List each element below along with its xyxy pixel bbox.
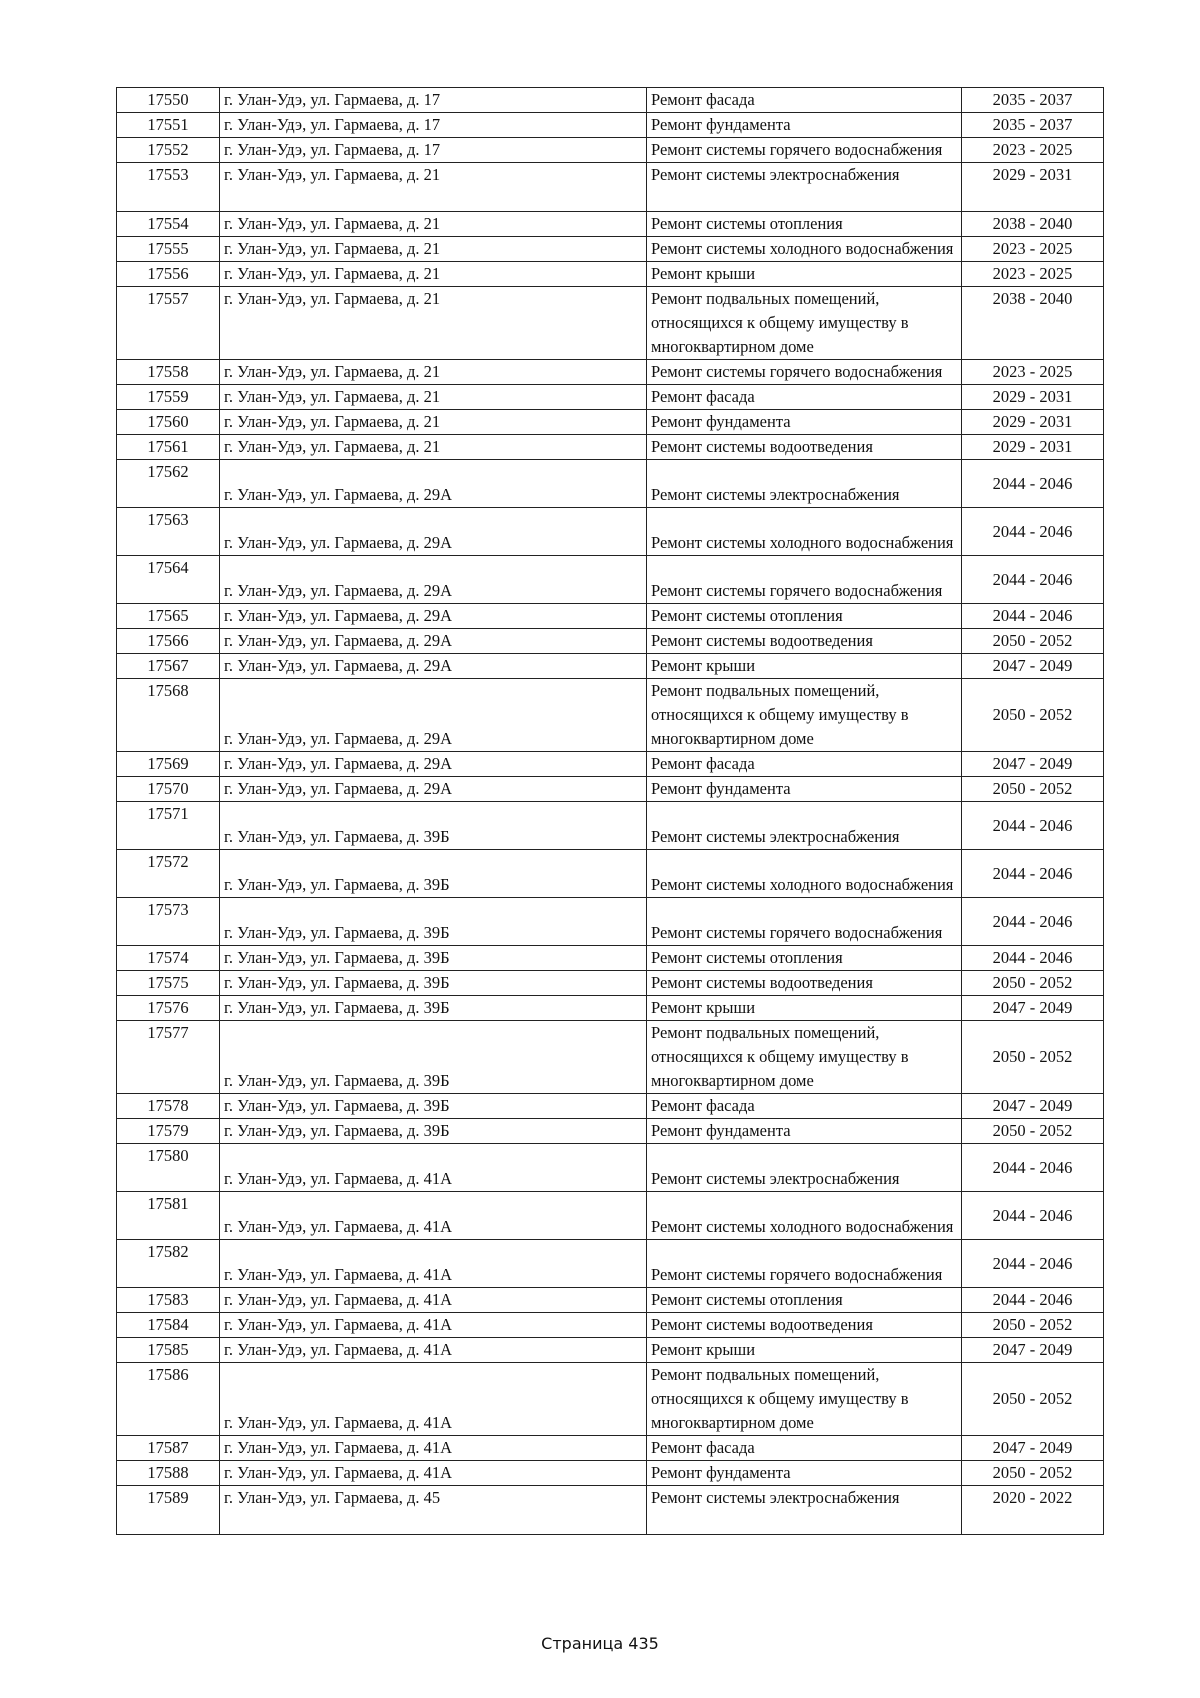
table-row	[117, 1338, 1104, 1363]
table-row	[117, 777, 1104, 802]
table-row	[117, 1144, 1104, 1192]
address-cell: г. Улан-Удэ, ул. Гармаева, д. 21	[220, 410, 647, 435]
row-number-cell: 17554	[117, 212, 220, 237]
table-row	[117, 996, 1104, 1021]
address-cell: г. Улан-Удэ, ул. Гармаева, д. 29А	[220, 777, 647, 802]
address-cell: г. Улан-Удэ, ул. Гармаева, д. 39Б	[220, 946, 647, 971]
period-cell: 2044 - 2046	[962, 946, 1104, 971]
row-number-cell: 17587	[117, 1436, 220, 1461]
row-number-cell: 17567	[117, 654, 220, 679]
work-type-cell: Ремонт системы водоотведения	[647, 629, 962, 654]
address-cell: г. Улан-Удэ, ул. Гармаева, д. 39Б	[220, 996, 647, 1021]
row-number-cell: 17582	[117, 1240, 220, 1288]
table-row	[117, 1021, 1104, 1094]
work-type-cell: Ремонт фундамента	[647, 113, 962, 138]
row-number-cell: 17578	[117, 1094, 220, 1119]
work-type-cell: Ремонт системы холодного водоснабжения	[647, 850, 962, 898]
work-type-cell: Ремонт системы отопления	[647, 1288, 962, 1313]
address-cell: г. Улан-Удэ, ул. Гармаева, д. 39Б	[220, 1021, 647, 1094]
period-cell: 2044 - 2046	[962, 604, 1104, 629]
work-type-cell: Ремонт подвальных помещений, относящихся к общему имуществу в многоквартирном доме	[647, 679, 962, 752]
row-number-cell: 17552	[117, 138, 220, 163]
address-cell: г. Улан-Удэ, ул. Гармаева, д. 41А	[220, 1436, 647, 1461]
table-row	[117, 163, 1104, 212]
address-cell: г. Улан-Удэ, ул. Гармаева, д. 21	[220, 385, 647, 410]
address-cell: г. Улан-Удэ, ул. Гармаева, д. 21	[220, 287, 647, 360]
address-cell: г. Улан-Удэ, ул. Гармаева, д. 39Б	[220, 1119, 647, 1144]
period-cell: 2047 - 2049	[962, 1436, 1104, 1461]
address-cell: г. Улан-Удэ, ул. Гармаева, д. 41А	[220, 1192, 647, 1240]
row-number-cell: 17564	[117, 556, 220, 604]
address-cell: г. Улан-Удэ, ул. Гармаева, д. 29А	[220, 679, 647, 752]
address-cell: г. Улан-Удэ, ул. Гармаева, д. 29А	[220, 508, 647, 556]
address-cell: г. Улан-Удэ, ул. Гармаева, д. 41А	[220, 1338, 647, 1363]
table-row	[117, 1119, 1104, 1144]
row-number-cell: 17573	[117, 898, 220, 946]
period-cell: 2047 - 2049	[962, 1338, 1104, 1363]
period-cell: 2044 - 2046	[962, 1240, 1104, 1288]
period-cell: 2044 - 2046	[962, 1144, 1104, 1192]
row-number-cell: 17585	[117, 1338, 220, 1363]
work-type-cell: Ремонт фасада	[647, 88, 962, 113]
row-number-cell: 17572	[117, 850, 220, 898]
row-number-cell: 17559	[117, 385, 220, 410]
row-number-cell: 17584	[117, 1313, 220, 1338]
work-type-cell: Ремонт подвальных помещений, относящихся к общему имуществу в многоквартирном доме	[647, 1363, 962, 1436]
period-cell: 2044 - 2046	[962, 508, 1104, 556]
address-cell: г. Улан-Удэ, ул. Гармаева, д. 41А	[220, 1144, 647, 1192]
work-type-cell: Ремонт фундамента	[647, 777, 962, 802]
work-type-cell: Ремонт крыши	[647, 654, 962, 679]
period-cell: 2035 - 2037	[962, 113, 1104, 138]
address-cell: г. Улан-Удэ, ул. Гармаева, д. 29А	[220, 556, 647, 604]
table-row	[117, 88, 1104, 113]
period-cell: 2050 - 2052	[962, 629, 1104, 654]
row-number-cell: 17575	[117, 971, 220, 996]
address-cell: г. Улан-Удэ, ул. Гармаева, д. 17	[220, 113, 647, 138]
address-cell: г. Улан-Удэ, ул. Гармаева, д. 41А	[220, 1461, 647, 1486]
works-table	[116, 87, 1104, 1535]
address-cell: г. Улан-Удэ, ул. Гармаева, д. 45	[220, 1486, 647, 1535]
work-type-cell: Ремонт системы холодного водоснабжения	[647, 508, 962, 556]
address-cell: г. Улан-Удэ, ул. Гармаева, д. 41А	[220, 1313, 647, 1338]
address-cell: г. Улан-Удэ, ул. Гармаева, д. 39Б	[220, 850, 647, 898]
work-type-cell: Ремонт фасада	[647, 1094, 962, 1119]
work-type-cell: Ремонт крыши	[647, 1338, 962, 1363]
address-cell: г. Улан-Удэ, ул. Гармаева, д. 29А	[220, 604, 647, 629]
table-row	[117, 752, 1104, 777]
work-type-cell: Ремонт крыши	[647, 262, 962, 287]
row-number-cell: 17571	[117, 802, 220, 850]
table-row	[117, 1192, 1104, 1240]
table-row	[117, 898, 1104, 946]
address-cell: г. Улан-Удэ, ул. Гармаева, д. 41А	[220, 1288, 647, 1313]
table-row	[117, 508, 1104, 556]
row-number-cell: 17565	[117, 604, 220, 629]
table-row	[117, 1094, 1104, 1119]
address-cell: г. Улан-Удэ, ул. Гармаева, д. 39Б	[220, 898, 647, 946]
period-cell: 2029 - 2031	[962, 385, 1104, 410]
row-number-cell: 17569	[117, 752, 220, 777]
period-cell: 2029 - 2031	[962, 410, 1104, 435]
table-row	[117, 802, 1104, 850]
table-row	[117, 1288, 1104, 1313]
work-type-cell: Ремонт системы горячего водоснабжения	[647, 1240, 962, 1288]
period-cell: 2044 - 2046	[962, 1288, 1104, 1313]
work-type-cell: Ремонт системы отопления	[647, 604, 962, 629]
address-cell: г. Улан-Удэ, ул. Гармаева, д. 39Б	[220, 802, 647, 850]
period-cell: 2044 - 2046	[962, 1192, 1104, 1240]
row-number-cell: 17568	[117, 679, 220, 752]
address-cell: г. Улан-Удэ, ул. Гармаева, д. 29А	[220, 629, 647, 654]
table-row	[117, 1436, 1104, 1461]
work-type-cell: Ремонт системы водоотведения	[647, 1313, 962, 1338]
address-cell: г. Улан-Удэ, ул. Гармаева, д. 17	[220, 138, 647, 163]
period-cell: 2047 - 2049	[962, 752, 1104, 777]
table-row	[117, 138, 1104, 163]
period-cell: 2044 - 2046	[962, 898, 1104, 946]
period-cell: 2047 - 2049	[962, 996, 1104, 1021]
row-number-cell: 17553	[117, 163, 220, 212]
table-row	[117, 113, 1104, 138]
period-cell: 2044 - 2046	[962, 802, 1104, 850]
work-type-cell: Ремонт системы электроснабжения	[647, 1486, 962, 1535]
address-cell: г. Улан-Удэ, ул. Гармаева, д. 39Б	[220, 971, 647, 996]
table-row	[117, 556, 1104, 604]
period-cell: 2023 - 2025	[962, 237, 1104, 262]
row-number-cell: 17577	[117, 1021, 220, 1094]
work-type-cell: Ремонт фасада	[647, 385, 962, 410]
row-number-cell: 17562	[117, 460, 220, 508]
period-cell: 2020 - 2022	[962, 1486, 1104, 1535]
period-cell: 2044 - 2046	[962, 556, 1104, 604]
row-number-cell: 17558	[117, 360, 220, 385]
table-row	[117, 1313, 1104, 1338]
row-number-cell: 17563	[117, 508, 220, 556]
row-number-cell: 17557	[117, 287, 220, 360]
period-cell: 2035 - 2037	[962, 88, 1104, 113]
table-row	[117, 679, 1104, 752]
work-type-cell: Ремонт системы горячего водоснабжения	[647, 360, 962, 385]
period-cell: 2029 - 2031	[962, 435, 1104, 460]
work-type-cell: Ремонт системы водоотведения	[647, 971, 962, 996]
table-body	[117, 88, 1104, 1535]
row-number-cell: 17581	[117, 1192, 220, 1240]
period-cell: 2050 - 2052	[962, 1119, 1104, 1144]
row-number-cell: 17580	[117, 1144, 220, 1192]
period-cell: 2023 - 2025	[962, 360, 1104, 385]
work-type-cell: Ремонт подвальных помещений, относящихся к общему имуществу в многоквартирном доме	[647, 287, 962, 360]
table-row	[117, 435, 1104, 460]
table-row	[117, 237, 1104, 262]
row-number-cell: 17556	[117, 262, 220, 287]
row-number-cell: 17583	[117, 1288, 220, 1313]
work-type-cell: Ремонт системы электроснабжения	[647, 460, 962, 508]
address-cell: г. Улан-Удэ, ул. Гармаева, д. 41А	[220, 1363, 647, 1436]
period-cell: 2050 - 2052	[962, 1313, 1104, 1338]
period-cell: 2050 - 2052	[962, 1021, 1104, 1094]
period-cell: 2047 - 2049	[962, 654, 1104, 679]
row-number-cell: 17588	[117, 1461, 220, 1486]
period-cell: 2050 - 2052	[962, 1363, 1104, 1436]
work-type-cell: Ремонт системы холодного водоснабжения	[647, 237, 962, 262]
address-cell: г. Улан-Удэ, ул. Гармаева, д. 29А	[220, 654, 647, 679]
table-row	[117, 1461, 1104, 1486]
table-row	[117, 385, 1104, 410]
page-number: Страница 435	[541, 1634, 659, 1653]
work-type-cell: Ремонт фундамента	[647, 1119, 962, 1144]
table-row	[117, 971, 1104, 996]
row-number-cell: 17560	[117, 410, 220, 435]
row-number-cell: 17551	[117, 113, 220, 138]
work-type-cell: Ремонт крыши	[647, 996, 962, 1021]
table-row	[117, 629, 1104, 654]
table-row	[117, 604, 1104, 629]
row-number-cell: 17561	[117, 435, 220, 460]
period-cell: 2038 - 2040	[962, 287, 1104, 360]
work-type-cell: Ремонт системы холодного водоснабжения	[647, 1192, 962, 1240]
period-cell: 2029 - 2031	[962, 163, 1104, 212]
row-number-cell: 17555	[117, 237, 220, 262]
row-number-cell: 17574	[117, 946, 220, 971]
period-cell: 2044 - 2046	[962, 460, 1104, 508]
period-cell: 2050 - 2052	[962, 971, 1104, 996]
address-cell: г. Улан-Удэ, ул. Гармаева, д. 29А	[220, 752, 647, 777]
table-row	[117, 850, 1104, 898]
table-row	[117, 410, 1104, 435]
period-cell: 2044 - 2046	[962, 850, 1104, 898]
row-number-cell: 17576	[117, 996, 220, 1021]
address-cell: г. Улан-Удэ, ул. Гармаева, д. 29А	[220, 460, 647, 508]
row-number-cell: 17550	[117, 88, 220, 113]
address-cell: г. Улан-Удэ, ул. Гармаева, д. 21	[220, 237, 647, 262]
row-number-cell: 17586	[117, 1363, 220, 1436]
address-cell: г. Улан-Удэ, ул. Гармаева, д. 17	[220, 88, 647, 113]
work-type-cell: Ремонт системы горячего водоснабжения	[647, 138, 962, 163]
table-row	[117, 1363, 1104, 1436]
work-type-cell: Ремонт системы электроснабжения	[647, 802, 962, 850]
work-type-cell: Ремонт системы отопления	[647, 946, 962, 971]
address-cell: г. Улан-Удэ, ул. Гармаева, д. 39Б	[220, 1094, 647, 1119]
work-type-cell: Ремонт подвальных помещений, относящихся к общему имуществу в многоквартирном доме	[647, 1021, 962, 1094]
work-type-cell: Ремонт системы отопления	[647, 212, 962, 237]
work-type-cell: Ремонт системы водоотведения	[647, 435, 962, 460]
work-type-cell: Ремонт системы электроснабжения	[647, 1144, 962, 1192]
period-cell: 2038 - 2040	[962, 212, 1104, 237]
period-cell: 2050 - 2052	[962, 777, 1104, 802]
period-cell: 2023 - 2025	[962, 262, 1104, 287]
table-row	[117, 1240, 1104, 1288]
work-type-cell: Ремонт системы электроснабжения	[647, 163, 962, 212]
address-cell: г. Улан-Удэ, ул. Гармаева, д. 21	[220, 212, 647, 237]
work-type-cell: Ремонт системы горячего водоснабжения	[647, 898, 962, 946]
period-cell: 2047 - 2049	[962, 1094, 1104, 1119]
address-cell: г. Улан-Удэ, ул. Гармаева, д. 21	[220, 435, 647, 460]
row-number-cell: 17570	[117, 777, 220, 802]
table-row	[117, 460, 1104, 508]
table-row	[117, 262, 1104, 287]
work-type-cell: Ремонт фундамента	[647, 410, 962, 435]
table-row	[117, 946, 1104, 971]
work-type-cell: Ремонт фундамента	[647, 1461, 962, 1486]
period-cell: 2050 - 2052	[962, 679, 1104, 752]
row-number-cell: 17589	[117, 1486, 220, 1535]
row-number-cell: 17566	[117, 629, 220, 654]
period-cell: 2023 - 2025	[962, 138, 1104, 163]
period-cell: 2050 - 2052	[962, 1461, 1104, 1486]
work-type-cell: Ремонт фасада	[647, 752, 962, 777]
row-number-cell: 17579	[117, 1119, 220, 1144]
work-type-cell: Ремонт системы горячего водоснабжения	[647, 556, 962, 604]
address-cell: г. Улан-Удэ, ул. Гармаева, д. 21	[220, 262, 647, 287]
table-row	[117, 287, 1104, 360]
address-cell: г. Улан-Удэ, ул. Гармаева, д. 41А	[220, 1240, 647, 1288]
table-row	[117, 360, 1104, 385]
address-cell: г. Улан-Удэ, ул. Гармаева, д. 21	[220, 360, 647, 385]
address-cell: г. Улан-Удэ, ул. Гармаева, д. 21	[220, 163, 647, 212]
table-row	[117, 212, 1104, 237]
table-row	[117, 654, 1104, 679]
work-type-cell: Ремонт фасада	[647, 1436, 962, 1461]
table-row	[117, 1486, 1104, 1535]
